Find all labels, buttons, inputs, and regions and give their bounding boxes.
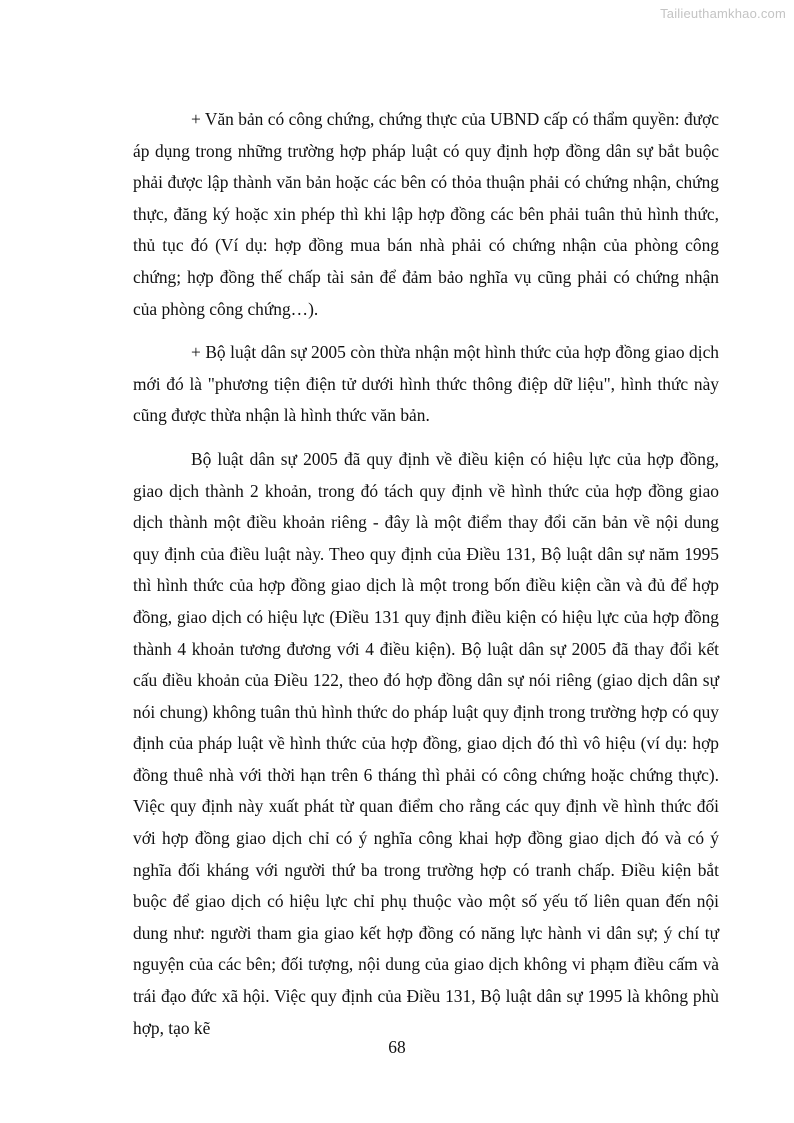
watermark-text: Tailieuthamkhao.com bbox=[660, 6, 786, 21]
document-body bbox=[133, 104, 719, 1056]
paragraph-notarized-document: + Văn bản có công chứng, chứng thực của UBND cấp có thẩm quyền: được áp dụng trong những trường hợp pháp luật có quy định hợp đồng dân sự bắt buộc phải được lập thành văn bản hoặc các bên có thỏa thuận phải có chứng nhận, chứng thực, đăng ký hoặc xin phép thì khi lập hợp đồng các bên phải tuân thủ hình thức, thủ tục đó (Ví dụ: hợp đồng mua bán nhà phải có chứng nhận của phòng công chứng; hợp đồng thế chấp tài sản để đảm bảo nghĩa vụ cũng phải có chứng nhận của phòng công chứng…). bbox=[133, 109, 719, 319]
paragraph-electronic-form: + Bộ luật dân sự 2005 còn thừa nhận một hình thức của hợp đồng giao dịch mới đó là "phương tiện điện tử dưới hình thức thông điệp dữ liệu", hình thức này cũng được thừa nhận là hình thức văn bản. bbox=[133, 342, 719, 426]
page-number: 68 bbox=[388, 1037, 406, 1057]
paragraph-civil-code-2005: Bộ luật dân sự 2005 đã quy định về điều kiện có hiệu lực của hợp đồng, giao dịch thành 2 khoản, trong đó tách quy định về hình thức của hợp đồng giao dịch thành một điều khoản riêng - đây là một điểm thay đổi căn bản về nội dung quy định của điều luật này. Theo quy định của Điều 131, Bộ luật dân sự năm 1995 thì hình thức của hợp đồng giao dịch là một trong bốn điều kiện cần và đủ để hợp đồng, giao dịch có hiệu lực (Điều 131 quy định điều kiện có hiệu lực của hợp đồng thành 4 khoản tương đương với 4 điều kiện). Bộ luật dân sự 2005 đã thay đổi kết cấu điều khoản của Điều 122, theo đó hợp đồng dân sự nói riêng (giao dịch dân sự nói chung) không tuân thủ hình thức do pháp luật quy định trong trường hợp có quy định của pháp luật về hình thức của hợp đồng, giao dịch đó thì vô hiệu (ví dụ: hợp đồng thuê nhà với thời hạn trên 6 tháng thì phải có công chứng hoặc chứng thực). Việc quy định này xuất phát từ quan điểm cho rằng các quy định về hình thức đối với hợp đồng giao dịch chỉ có ý nghĩa công khai hợp đồng giao dịch đó và có ý nghĩa đối kháng với người thứ ba trong trường hợp có tranh chấp. Điều kiện bắt buộc để giao dịch có hiệu lực chỉ phụ thuộc vào một số yếu tố liên quan đến nội dung như: người tham gia giao kết hợp đồng có năng lực hành vi dân sự; ý chí tự nguyện của các bên; đối tượng, nội dung của giao dịch không vi phạm điều cấm và trái đạo đức xã hội. Việc quy định của Điều 131, Bộ luật dân sự 1995 là không phù hợp, tạo kẽ bbox=[133, 448, 719, 1038]
